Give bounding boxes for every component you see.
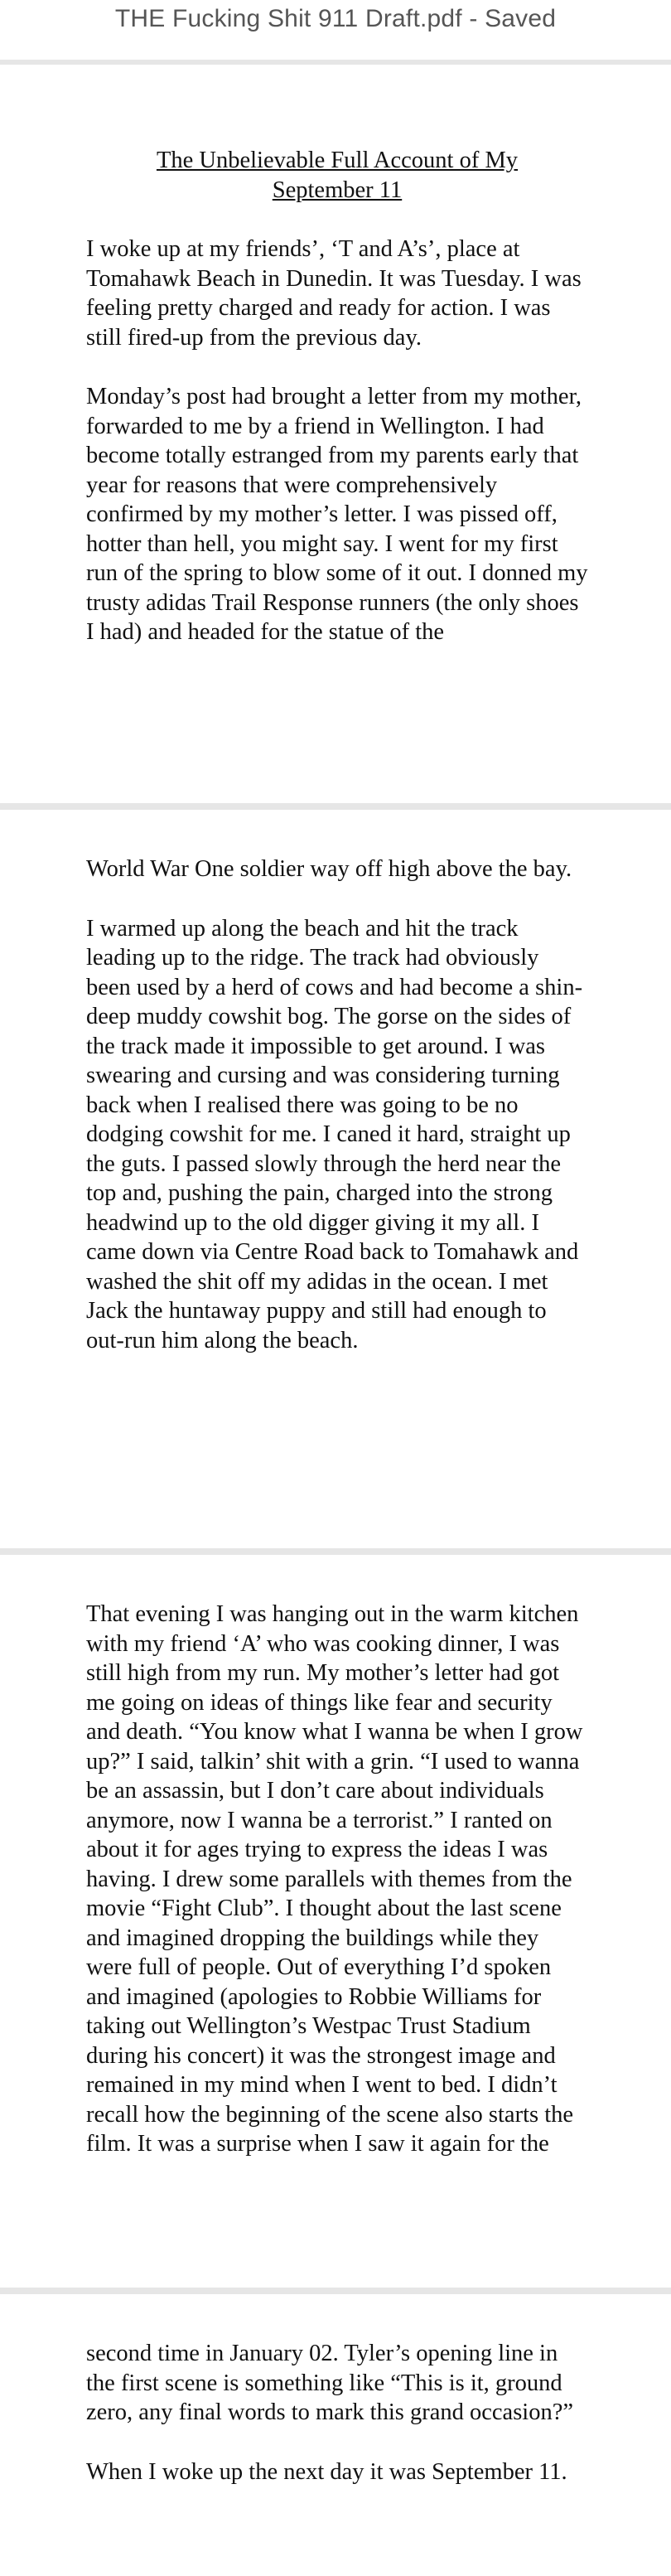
paragraph: second time in January 02. Tyler’s opening line in the first scene is something like “This is it, ground zero, any final words to mark this grand occasion?” [86, 2341, 574, 2425]
document-heading-line-2: September 11 [272, 177, 403, 203]
document-heading [86, 146, 588, 205]
pdf-page-1[interactable] [0, 65, 671, 803]
paragraph: When I woke up the next day it was September 11. [86, 2458, 567, 2485]
document-title-bar: THE Fucking Shit 911 Draft.pdf - Saved [114, 5, 557, 32]
paragraph: World War One soldier way off high above the bay. [86, 856, 572, 882]
paragraph: Monday’s post had brought a letter from my mother, forwarded to me by a friend in Wellington. I had become totally estranged from my parents early that year for reasons that were comprehensively confirmed by my mother’s letter. I was pissed off, hotter than hell, you might say. I went for my first run of the spring to blow some of it out. I donned my trusty adidas Trail Response runners (the only shoes I had) and headed for the statue of the [86, 384, 588, 645]
top-bar [0, 0, 671, 60]
paragraph: That evening I was hanging out in the warm kitchen with my friend ‘A’ who was cooking dinner, I was still high from my run. My mother’s letter had got me going on ideas of things like fear and security and death. “You know what I wanna be when I grow up?” I said, talkin’ shit with a grin. “I used to wanna be an assassin, but I don’t care about individuals anymore, now I wanna be a terrorist.” I ranted on about it for ages trying to express the ideas I was having. I drew some parallels with themes from the movie “Fight Club”. I thought about the last scene and imagined dropping the buildings while they were full of people. Out of everything I’d spoken and imagined (apologies to Robbie Williams for taking out Wellington’s Westpac Trust Stadium during his concert) it was the strongest image and remained in my mind when I went to bed. I didn’t recall how the beginning of the scene also starts the film. It was a surprise when I saw it again for the [86, 1601, 583, 2157]
pdf-page-4[interactable] [0, 2294, 671, 2576]
pdf-page-3[interactable] [0, 1555, 671, 2288]
paragraph: I woke up at my friends’, ‘T and A’s’, place at Tomahawk Beach in Dunedin. It was Tuesday. I was feeling pretty charged and ready for action. I was still fired-up from the previous day. [86, 236, 582, 351]
document-heading-line-1: The Unbelievable Full Account of My [156, 148, 519, 173]
pdf-page-2[interactable] [0, 810, 671, 1548]
paragraph: I warmed up along the beach and hit the track leading up to the ridge. The track had obviously been used by a herd of cows and had become a shin-deep muddy cowshit bog. The gorse on the sides of the track made it impossible to get around. I was swearing and cursing and was considering turning back when I realised there was going to be no dodging cowshit for me. I caned it hard, straight up the guts. I passed slowly through the herd near the top and, pushing the pain, charged into the strong headwind up to the old digger giving it my all. I came down via Centre Road back to Tomahawk and washed the shit off my adidas in the ocean. I met Jack the huntaway puppy and still had enough to out-run him along the beach. [86, 915, 583, 1353]
